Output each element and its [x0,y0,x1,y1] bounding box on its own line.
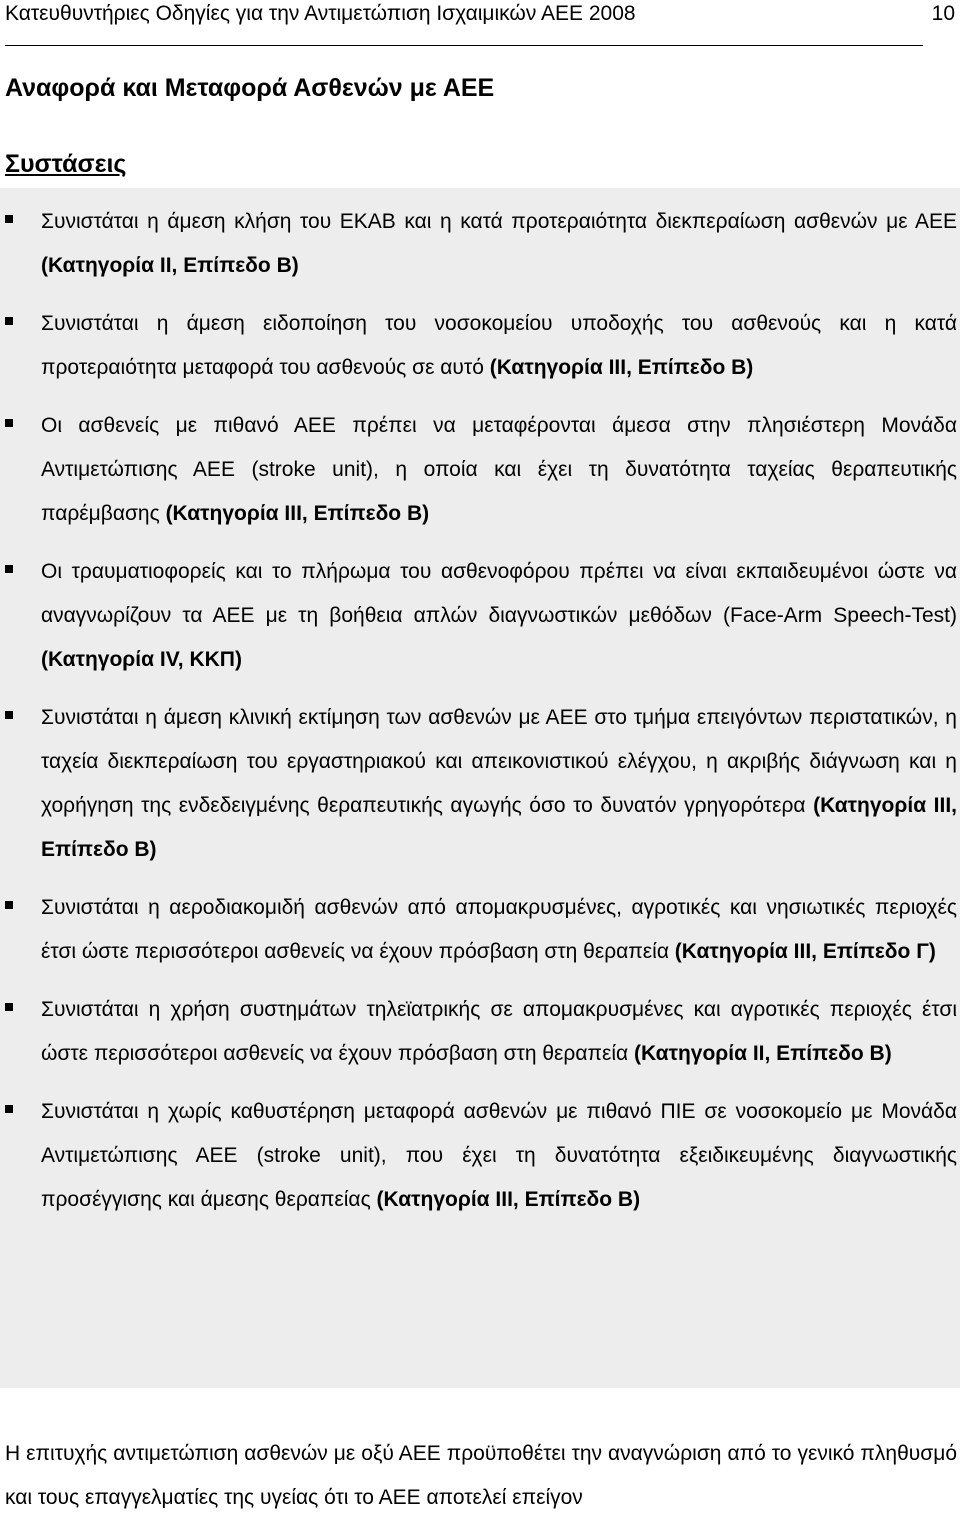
evidence-grade: (Κατηγορία ΙΙΙ, Επίπεδο Β) [165,502,430,525]
header-title: Κατευθυντήριες Οδηγίες για την Αντιμετώπιση Ισχαιμικών ΑΕΕ 2008 [5,2,636,25]
recommendation-text: Συνιστάται η χρήση συστημάτων τηλεϊατρικής σε απομακρυσμένες και αγροτικές περιοχές έτσι ώστε περισσότεροι ασθενείς να έχουν πρόσβαση στη θεραπεία [41,998,957,1065]
recommendation-text: Οι ασθενείς με πιθανό ΑΕΕ πρέπει να μεταφέρονται άμεσα στην πλησιέστερη Μονάδα Αντιμετώπισης ΑΕΕ (stroke unit), η οποία και έχει τη δυνατότητα ταχείας θεραπευτικής παρέμβασης [41,414,957,525]
recommendation-text: Συνιστάται η αεροδιακομιδή ασθενών από απομακρυσμένες, αγροτικές και νησιωτικές περιοχές έτσι ώστε περισσότεροι ασθενείς να έχουν πρόσβαση στη θεραπεία [41,896,957,963]
evidence-grade: (Κατηγορία ΙΙΙ, Επίπεδο Β) [376,1188,641,1211]
evidence-grade: (Κατηγορία ΙΙΙ, Επίπεδο Γ) [674,940,936,963]
square-bullet-icon [5,419,13,427]
square-bullet-icon [5,565,13,573]
recommendation-text: Συνιστάται η χωρίς καθυστέρηση μεταφορά ασθενών με πιθανό ΠΙΕ σε νοσοκομείο με Μονάδα Αντιμετώπισης ΑΕΕ (stroke unit), που έχει τη δυνατότητα εξειδικευμένης διαγνωστικής προσέγγισης και άμεσης θεραπείας [41,1100,957,1211]
closing-paragraph: Η επιτυχής αντιμετώπιση ασθενών με οξύ ΑΕΕ προϋποθέτει την αναγνώριση από το γενικό πληθυσμό και τους επαγγελματίες της υγείας ότι το ΑΕΕ αποτελεί επείγον [5,1442,957,1509]
square-bullet-icon [5,901,13,909]
header-rule [5,45,923,46]
page-number: 10 [931,2,955,25]
recommendation-item [0,550,960,682]
recommendation-item [0,696,960,872]
recommendation-text: Συνιστάται η άμεση κλήση του ΕΚΑΒ και η κατά προτεραιότητα διεκπεραίωση ασθενών με ΑΕΕ [41,210,957,233]
evidence-grade: (Κατηγορία ΙΙ, Επίπεδο Β) [633,1042,892,1065]
evidence-grade: (Κατηγορία ΙΙΙ, Επίπεδο Β) [41,794,957,861]
recommendation-text: Οι τραυματιοφορείς και το πλήρωμα του ασθενοφόρου πρέπει να είναι εκπαιδευμένοι ώστε να αναγνωρίζουν τα ΑΕΕ με τη βοήθεια απλών διαγνωστικών μεθόδων (Face-Arm Speech-Test) [41,560,957,627]
square-bullet-icon [5,1003,13,1011]
running-header [5,0,960,32]
square-bullet-icon [5,1105,13,1113]
recommendation-item [0,1090,960,1222]
recommendations-heading: Συστάσεις [5,150,127,178]
recommendation-item [0,988,960,1076]
recommendation-text: Συνιστάται η άμεση ειδοποίηση του νοσοκομείου υποδοχής του ασθενούς και η κατά προτεραιότητα μεταφορά του ασθενούς σε αυτό [41,312,957,379]
evidence-grade: (Κατηγορία ΙV, ΚΚΠ) [41,648,242,671]
recommendation-item [0,200,960,288]
square-bullet-icon [5,711,13,719]
square-bullet-icon [5,317,13,325]
recommendations-list [0,200,960,1236]
square-bullet-icon [5,215,13,223]
evidence-grade: (Κατηγορία ΙΙΙ, Επίπεδο Β) [489,356,754,379]
section-title: Αναφορά και Μεταφορά Ασθενών με ΑΕΕ [5,74,495,102]
recommendation-item [0,886,960,974]
recommendation-item [0,302,960,390]
recommendation-item [0,404,960,536]
evidence-grade: (Κατηγορία ΙΙ, Επίπεδο Β) [41,254,299,277]
recommendation-text: Συνιστάται η άμεση κλινική εκτίμηση των ασθενών με ΑΕΕ στο τμήμα επειγόντων περιστατικών, η ταχεία διεκπεραίωση του εργαστηριακού και απεικονιστικού ελέγχου, η ακριβής διάγνωση και η χορήγηση της ενδεδειγμένης θεραπευτικής αγωγής όσο το δυνατόν γρηγορότερα [41,706,957,817]
